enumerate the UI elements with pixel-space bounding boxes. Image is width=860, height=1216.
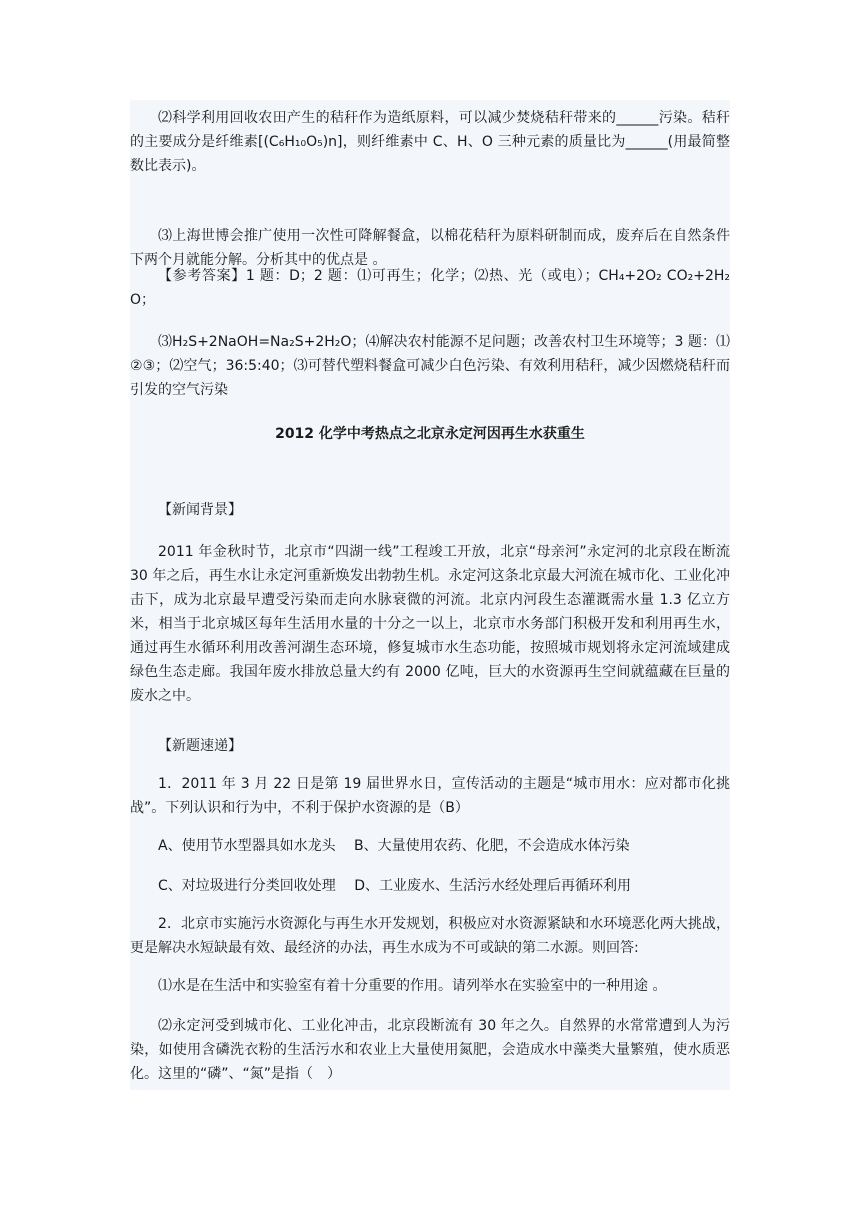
question-1-options-ab: A、使用节水型器具如水龙头 B、大量使用农药、化肥，不会造成水体污染	[158, 838, 630, 854]
question-2-part-1: ⑴水是在生活中和实验室有着十分重要的作用。请列举水在实验室中的一种用途 。	[158, 978, 667, 994]
question-3-part-2: ⑵科学利用回收农田产生的秸秆作为造纸原料，可以减少焚烧秸秆带来的______污染。秸秆的主要成分是纤维素[(C₆H₁₀O₅)n]，则纤维素中 C、H、O 三种元素的质量比为______(用最简整数比表示)。	[130, 110, 730, 174]
news-background-heading: 【新闻背景】	[158, 502, 242, 518]
question-3-part-3: ⑶上海世博会推广使用一次性可降解餐盒，以棉花秸秆为原料研制而成，废弃后在自然条件下两个月就能分解。分析其中的优点是 。	[130, 228, 730, 268]
section-title: 2012 化学中考热点之北京永定河因再生水获重生	[275, 426, 585, 442]
question-2-part-2: ⑵永定河受到城市化、工业化冲击，北京段断流有 30 年之久。自然界的水常常遭到人为污染，如使用含磷洗衣粉的生活污水和农业上大量使用氮肥，会造成水中藻类大量繁殖，使水质恶化。这里的“磷”、“氮”是指（ ）	[130, 1018, 730, 1082]
new-questions-heading: 【新题速递】	[158, 738, 242, 754]
question-1-stem: 1．2011 年 3 月 22 日是第 19 届世界水日，宣传活动的主题是“城市用水：应对都市化挑战”。下列认识和行为中，不利于保护水资源的是（B）	[130, 776, 730, 816]
question-1-options-cd: C、对垃圾进行分类回收处理 D、工业废水、生活污水经处理后再循环利用	[158, 878, 632, 894]
document-content	[130, 100, 730, 1090]
answer-key-line-2: ⑶H₂S+2NaOH=Na₂S+2H₂O；⑷解决农村能源不足问题；改善农村卫生环境等；3 题：⑴②③；⑵空气；36:5:40；⑶可替代塑料餐盒可减少白色污染、有效利用秸秆，减少因燃烧秸秆而引发的空气污染	[130, 334, 730, 398]
news-background-body: 2011 年金秋时节，北京市“四湖一线”工程竣工开放，北京“母亲河”永定河的北京段在断流 30 年之后，再生水让永定河重新焕发出勃勃生机。永定河这条北京最大河流在城市化、工业化冲击下，成为北京最早遭受污染而走向水脉衰微的河流。北京内河段生态灌溉需水量 1.3 亿立方米，相当于北京城区每年生活用水量的十分之一以上，北京市水务部门积极开发和利用再生水，通过再生水循环利用改善河湖生态环境，修复城市水生态功能，按照城市规划将永定河流域建成绿色生态走廊。我国年废水排放总量大约有 2000 亿吨，巨大的水资源再生空间就蕴藏在巨量的废水之中。	[130, 544, 730, 704]
answer-key-line-1: 【参考答案】1 题：D；2 题：⑴可再生；化学；⑵热、光（或电）；CH₄+2O₂ CO₂+2H₂O；	[130, 268, 730, 308]
question-2-stem: 2．北京市实施污水资源化与再生水开发规划，积极应对水资源紧缺和水环境恶化两大挑战，更是解决水短缺最有效、最经济的办法，再生水成为不可或缺的第二水源。则回答:	[130, 916, 730, 956]
